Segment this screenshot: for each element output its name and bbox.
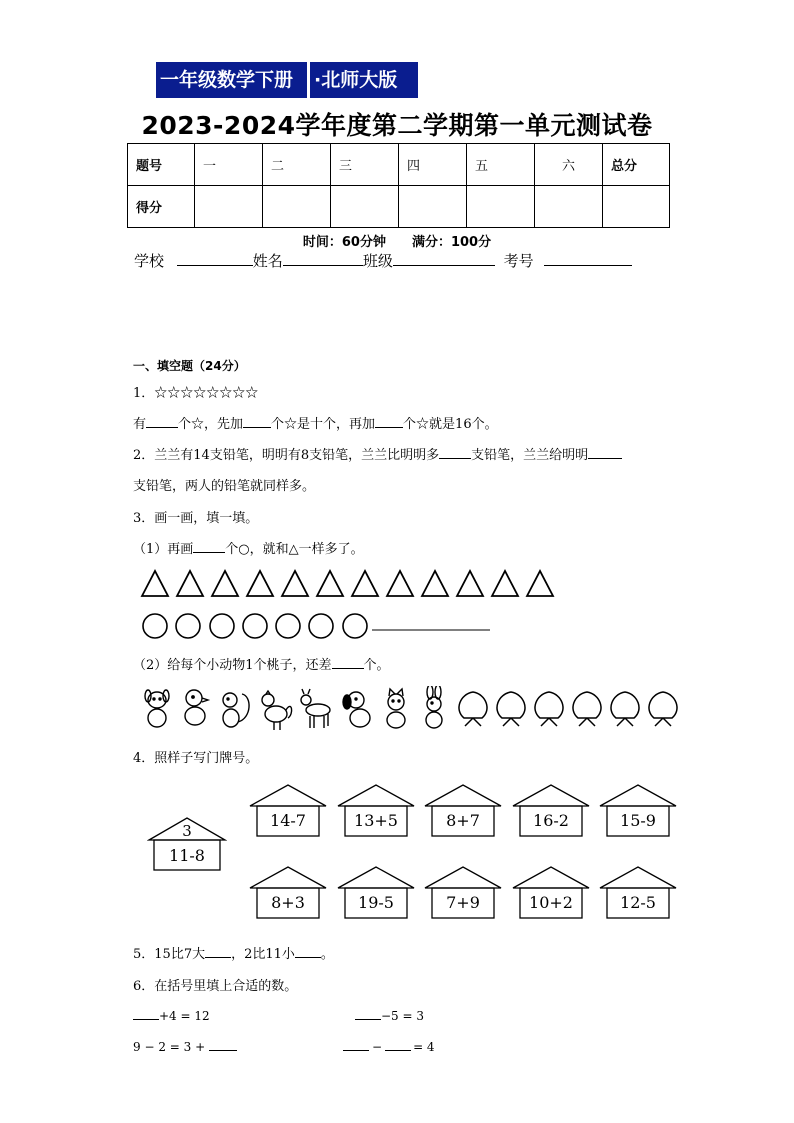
answer-blank[interactable] <box>375 415 403 428</box>
squirrel-icon <box>223 693 249 727</box>
peach-icon <box>611 692 639 726</box>
answer-blank[interactable] <box>332 656 364 669</box>
answer-blank[interactable] <box>588 446 622 459</box>
triangle-icon <box>212 571 238 596</box>
table-header: 五 <box>467 144 535 186</box>
answer-blank[interactable] <box>439 446 471 459</box>
answer-blank[interactable] <box>193 540 225 553</box>
table-header: 总分 <box>603 144 670 186</box>
rooster-icon <box>262 691 292 730</box>
triangle-icon <box>247 571 273 596</box>
house-expression: 16-2 <box>533 811 569 830</box>
question-4: 4．照样子写门牌号。 <box>133 751 259 766</box>
answer-blank[interactable] <box>209 1038 237 1051</box>
answer-blank[interactable] <box>205 945 231 958</box>
table-header: 题号 <box>128 144 195 186</box>
house-expression: 13+5 <box>354 811 398 830</box>
triangle-icon <box>492 571 518 596</box>
page-title: 2023-2024学年度第二学期第一单元测试卷 <box>141 111 653 140</box>
question-2-cont: 支铅笔，两人的铅笔就同样多。 <box>133 479 316 494</box>
q3-1-text: 个○，就和△一样多了。 <box>225 542 364 557</box>
q5-text: 5．15比7大 <box>133 947 206 962</box>
number-field[interactable] <box>544 253 632 266</box>
student-info-row <box>134 250 632 271</box>
circle-row <box>140 612 500 644</box>
answer-blank[interactable] <box>295 945 321 958</box>
q1-text: 个☆，先加 <box>178 417 244 432</box>
answer-blank[interactable] <box>243 415 271 428</box>
rabbit-icon <box>426 686 442 728</box>
score-cell[interactable] <box>331 186 399 228</box>
triangle-icon <box>422 571 448 596</box>
class-field[interactable] <box>393 253 495 266</box>
equation-text: −5 = 3 <box>381 1009 425 1023</box>
triangle-icon <box>352 571 378 596</box>
peach-icon <box>573 692 601 726</box>
banner-edition: ·北师大版 <box>310 62 418 98</box>
score-cell[interactable] <box>535 186 603 228</box>
table-row-label: 得分 <box>128 186 195 228</box>
answer-blank[interactable] <box>146 415 178 428</box>
question-5 <box>133 943 334 962</box>
question-3-2 <box>133 654 390 673</box>
question-3: 3．画一画，填一填。 <box>133 511 259 526</box>
circle-icon <box>143 614 167 638</box>
bird-icon <box>185 690 208 725</box>
section-heading: 一、填空题（24分） <box>133 359 246 373</box>
peach-icon <box>459 692 487 726</box>
house-expression: 14-7 <box>270 811 306 830</box>
house-expression: 12-5 <box>620 893 656 912</box>
time-info: 时间：60分钟 满分：100分 <box>302 235 492 250</box>
circle-icon <box>243 614 267 638</box>
table-header: 六 <box>535 144 603 186</box>
answer-blank[interactable] <box>385 1038 411 1051</box>
q5-text: ，2比11小 <box>231 947 295 962</box>
equation-1 <box>133 1007 210 1023</box>
edition-banner <box>156 62 418 98</box>
question-6: 6．在括号里填上合适的数。 <box>133 979 298 994</box>
dog-icon <box>145 690 169 727</box>
q3-1-text: （1）再画 <box>133 542 194 557</box>
class-label: 班级 <box>362 252 393 270</box>
circle-icon <box>343 614 367 638</box>
house-expression: 10+2 <box>529 893 573 912</box>
name-label: 姓名 <box>252 252 283 270</box>
cat-icon <box>387 689 405 728</box>
banner-grade: 一年级数学下册 <box>156 62 307 98</box>
triangle-icon <box>387 571 413 596</box>
animal-row <box>138 686 458 730</box>
triangle-row <box>140 568 560 598</box>
q3-2-text: （2）给每个小动物1个桃子，还差 <box>133 658 332 673</box>
equation-3 <box>133 1038 237 1054</box>
school-label: 学校 <box>134 252 165 270</box>
table-header: 三 <box>331 144 399 186</box>
house-expression: 19-5 <box>358 893 394 912</box>
equation-text: 9 − 2 = 3 + <box>133 1040 206 1054</box>
score-table <box>127 143 670 228</box>
answer-blank[interactable] <box>343 1038 369 1051</box>
triangle-icon <box>317 571 343 596</box>
house-expression: 7+9 <box>446 893 480 912</box>
question-1 <box>133 413 498 432</box>
score-cell[interactable] <box>263 186 331 228</box>
triangle-icon <box>142 571 168 596</box>
peach-icon <box>497 692 525 726</box>
table-header: 四 <box>399 144 467 186</box>
table-header: 二 <box>263 144 331 186</box>
circle-icon <box>276 614 300 638</box>
equation-text: +4 = 12 <box>159 1009 210 1023</box>
equation-text: − <box>372 1040 383 1054</box>
q1-text: 有 <box>133 417 147 432</box>
example-house-expression: 11-8 <box>169 846 205 865</box>
q5-text: 。 <box>320 947 334 962</box>
puppy-icon <box>343 692 370 727</box>
circle-icon <box>309 614 333 638</box>
school-field[interactable] <box>177 253 253 266</box>
equation-4 <box>343 1038 435 1054</box>
peach-icon <box>649 692 677 726</box>
table-header: 一 <box>195 144 263 186</box>
triangle-icon <box>177 571 203 596</box>
house-expression: 8+3 <box>271 893 305 912</box>
name-field[interactable] <box>283 253 363 266</box>
triangle-icon <box>527 571 553 596</box>
circle-icon <box>210 614 234 638</box>
house-expression: 8+7 <box>446 811 480 830</box>
q1-text: 个☆是十个，再加 <box>271 417 376 432</box>
answer-blank[interactable] <box>133 1007 159 1020</box>
triangle-icon <box>282 571 308 596</box>
q2-text: 2．兰兰有14支铅笔，明明有8支铅笔，兰兰比明明多 <box>133 448 440 463</box>
q1-text: 个☆就是16个。 <box>403 417 498 432</box>
score-cell[interactable] <box>603 186 670 228</box>
equation-text: = 4 <box>413 1040 435 1054</box>
answer-blank[interactable] <box>355 1007 381 1020</box>
score-cell[interactable] <box>467 186 535 228</box>
question-2 <box>133 444 622 463</box>
example-house-number: 3 <box>182 822 192 840</box>
equation-2 <box>355 1007 424 1023</box>
q2-text: 支铅笔，兰兰给明明 <box>471 448 589 463</box>
triangle-icon <box>457 571 483 596</box>
circle-icon <box>176 614 200 638</box>
house-expression: 15-9 <box>620 811 656 830</box>
peach-icon <box>535 692 563 726</box>
peach-row <box>456 688 684 730</box>
question-1-stars: 1．☆☆☆☆☆☆☆☆ <box>133 386 259 401</box>
q3-2-text: 个。 <box>363 658 390 673</box>
number-label: 考号 <box>503 252 534 270</box>
question-3-1 <box>133 538 364 557</box>
goat-icon <box>301 689 330 728</box>
score-cell[interactable] <box>399 186 467 228</box>
score-cell[interactable] <box>195 186 263 228</box>
